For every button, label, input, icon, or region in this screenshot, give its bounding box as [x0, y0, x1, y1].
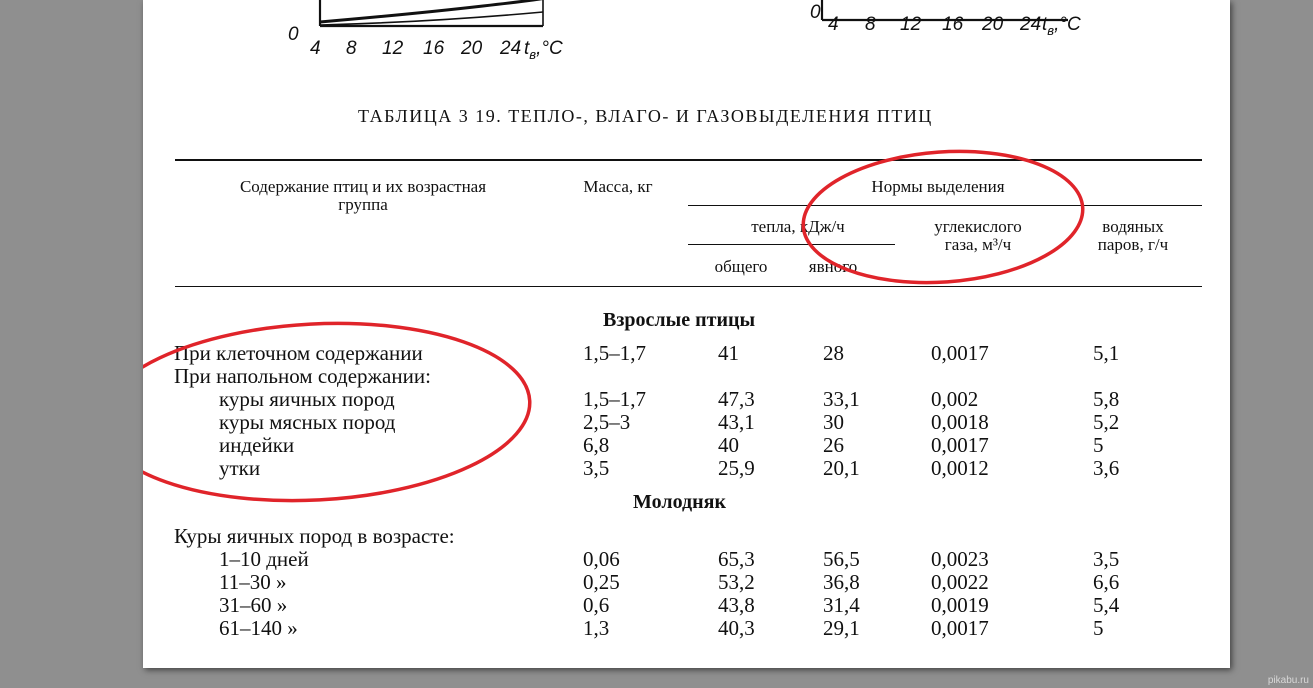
right-axis-tick: 16 [942, 14, 964, 35]
row-label: 31–60 » [219, 593, 288, 617]
cell-vapor: 5,4 [1093, 593, 1120, 617]
cell-total: 40 [718, 433, 739, 457]
header-heat-total: общего [714, 257, 768, 276]
cell-vapor: 6,6 [1093, 570, 1120, 594]
cell-vapor: 5,1 [1093, 341, 1120, 365]
cell-co2: 0,0023 [931, 547, 989, 571]
cell-sensible: 36,8 [823, 570, 860, 594]
cell-total: 43,8 [718, 593, 755, 617]
cell-mass: 2,5–3 [583, 410, 631, 434]
section-young: Молодняк [633, 491, 726, 513]
annotation-ellipse-rows [143, 313, 534, 511]
annotation-ellipse-co2 [799, 142, 1087, 291]
row-label: куры мясных пород [219, 410, 396, 434]
row-label: утки [219, 456, 261, 480]
row-label: 61–140 » [219, 616, 298, 640]
left-axis-tick: 12 [382, 38, 404, 59]
cell-total: 65,3 [718, 547, 755, 571]
header-heat: тепла, кДж/ч [751, 217, 845, 236]
cell-vapor: 5,8 [1093, 387, 1120, 411]
right-axis-tick: 4 [828, 14, 839, 35]
cell-total: 40,3 [718, 616, 755, 640]
header-vapor: водяных паров, г/ч [1097, 217, 1169, 254]
cell-mass: 0,25 [583, 570, 620, 594]
row-label: индейки [219, 433, 295, 457]
right-axis-tick: 20 [982, 14, 1004, 35]
left-axis-tick: 24 [500, 38, 522, 59]
right-axis-tick: 8 [865, 14, 876, 35]
cell-total: 53,2 [718, 570, 755, 594]
watermark: pikabu.ru [1267, 675, 1309, 686]
row-label: Куры яичных пород в возрасте: [174, 524, 455, 548]
header-mass: Масса, кг [583, 177, 653, 196]
cell-mass: 3,5 [583, 456, 610, 480]
cell-sensible: 56,5 [823, 547, 860, 571]
cell-vapor: 5 [1093, 433, 1104, 457]
cell-co2: 0,0018 [931, 410, 989, 434]
cell-sensible: 29,1 [823, 616, 860, 640]
cell-mass: 1,5–1,7 [583, 387, 646, 411]
cell-sensible: 30 [823, 410, 844, 434]
cell-sensible: 28 [823, 341, 844, 365]
cell-total: 43,1 [718, 410, 755, 434]
cell-mass: 0,6 [583, 593, 610, 617]
left-axis-tick: 8 [346, 38, 357, 59]
cell-vapor: 3,6 [1093, 456, 1120, 480]
cell-vapor: 5,2 [1093, 410, 1120, 434]
right-axis-tick: 12 [900, 14, 922, 35]
header-heat-sensible: явного [808, 257, 858, 276]
cell-total: 41 [718, 341, 739, 365]
cell-co2: 0,002 [931, 387, 979, 411]
cell-total: 25,9 [718, 456, 755, 480]
cell-co2: 0,0017 [931, 433, 989, 457]
cell-sensible: 33,1 [823, 387, 860, 411]
cell-vapor: 3,5 [1093, 547, 1120, 571]
row-label: куры яичных пород [219, 387, 395, 411]
cell-mass: 0,06 [583, 547, 620, 571]
cell-co2: 0,0017 [931, 341, 989, 365]
row-label: При напольном содержании: [174, 364, 431, 388]
cell-mass: 1,3 [583, 616, 610, 640]
row-label: 11–30 » [219, 570, 287, 594]
cell-co2: 0,0012 [931, 456, 989, 480]
left-axis-tick: 4 [310, 38, 321, 59]
header-norms: Нормы выделения [871, 177, 1005, 196]
cell-vapor: 5 [1093, 616, 1104, 640]
left-axis-tick: 20 [461, 38, 483, 59]
header-group: Содержание птиц и их возрастная группа [239, 177, 487, 214]
scanned-page: 0 4 8 12 16 20 24 $t_в,^\circ C$ 0 4 8 12 16 20 24 $t_в,^\circ C$ ТАБЛИЦА 3 19. ТЕПЛО-, ВЛАГО- И ГАЗОВЫДЕЛЕНИЯ ПТИЦ Содержание птиц и их возрастная группа Масса, кг Нормы выделения тепла, кДж/ч общего явного углекислого газа, м³/ч водяных паров, г/ч Взрослые птицы Молодняк При клеточном содержании 1,5–1,7 41 28 0,0017 5,1 При напольном содержании: куры яичных пород 1,5–1,7 47,3 33,1 0,002 5,8 куры мясных пород 2,5–3 43,1 30 0,0018 5,2 индейки 6,8 40 26 0,0017 5 утки 3,5 25,9 20,1 0,0012 3,6 Куры яичных пород в возрасте: 1–10 дней 0,06 65,3 56,5 0,0023 3,5 11–30 » 0,25 53,2 36,8 0,0022 6,6 31–60 » 0,6 43,8 31,4 0,0019 5,4 61–140 » 1,3 40,3 29,1 0,0017 5 [143, 0, 1230, 668]
cell-sensible: 31,4 [823, 593, 860, 617]
section-adult: Взрослые птицы [603, 309, 756, 331]
cell-sensible: 20,1 [823, 456, 860, 480]
cell-mass: 6,8 [583, 433, 610, 457]
row-label: При клеточном содержании [174, 341, 423, 365]
row-label: 1–10 дней [219, 547, 309, 571]
table-title: ТАБЛИЦА 3 19. ТЕПЛО-, ВЛАГО- И ГАЗОВЫДЕЛЕНИЯ ПТИЦ [358, 106, 933, 126]
cell-sensible: 26 [823, 433, 844, 457]
cell-co2: 0,0019 [931, 593, 989, 617]
left-axis-tick: 16 [423, 38, 445, 59]
header-co2: углекислого газа, м³/ч [934, 217, 1022, 254]
cell-total: 47,3 [718, 387, 755, 411]
cell-co2: 0,0017 [931, 616, 989, 640]
cell-co2: 0,0022 [931, 570, 989, 594]
cell-mass: 1,5–1,7 [583, 341, 646, 365]
annotation-layer [143, 0, 1230, 668]
right-axis-tick: 24 [1020, 14, 1042, 35]
